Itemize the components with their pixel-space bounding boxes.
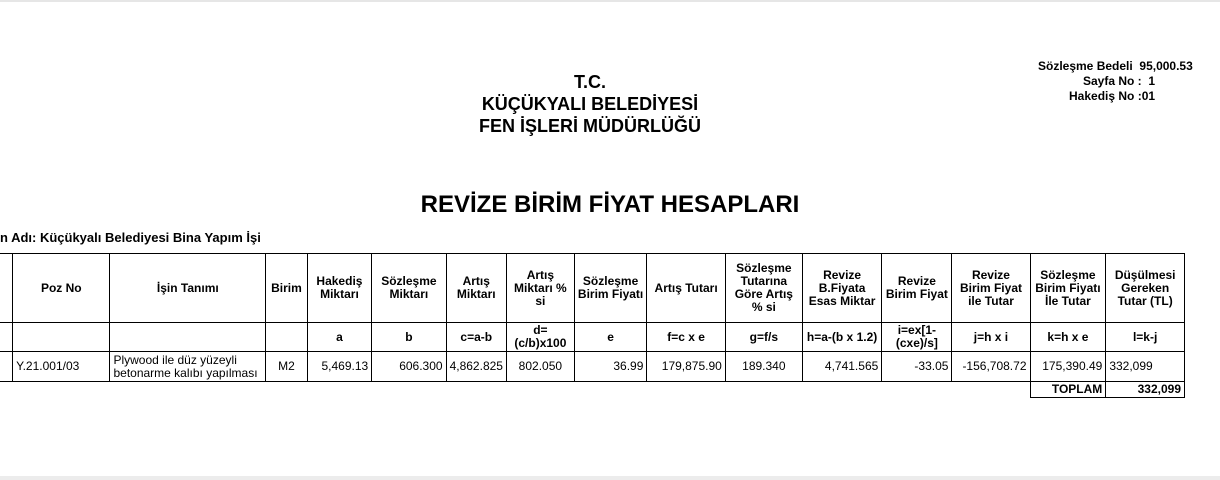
cell-deduction-amount: 332,099 xyxy=(1106,352,1185,382)
cell-no xyxy=(0,352,13,382)
contract-value: 95,000.53 xyxy=(1139,59,1193,73)
col-header-increase-amount: Artış Tutarı xyxy=(647,254,725,323)
total-label: TOPLAM xyxy=(1030,382,1106,398)
formula-cell: f=c x e xyxy=(647,323,725,352)
header-line-2: KÜÇÜKYALI BELEDİYESİ xyxy=(481,94,699,114)
col-header-unit: Birim xyxy=(266,254,307,323)
cell-contract-quantity: 606.300 xyxy=(372,352,446,382)
col-header-increase-quantity: Artış Miktarı xyxy=(446,254,506,323)
col-header-work-description: İşin Tanımı xyxy=(110,254,266,323)
progress-payment-row xyxy=(1020,89,1220,104)
cell-work-description: Plywood ile düz yüzeyli betonarme kalıbı yapılması xyxy=(110,352,266,382)
page-bottom-edge xyxy=(0,476,1220,480)
formula-cell: i=ex[1-(cxe)/s] xyxy=(882,323,952,352)
formula-cell: e xyxy=(574,323,647,352)
cell-revised-base-quantity: 4,741.565 xyxy=(802,352,881,382)
col-header-increase-percent: Artış Miktarı % si xyxy=(506,254,574,323)
cell-increase-percent: 802.050 xyxy=(506,352,574,382)
contract-value-row xyxy=(1020,59,1220,74)
formula-cell: h=a-(b x 1.2) xyxy=(802,323,881,352)
col-header-increase-vs-contract: Sözleşme Tutarına Göre Artış % si xyxy=(725,254,802,323)
cell-poz-no: Y.21.001/03 xyxy=(13,352,110,382)
formula-cell: l=k-j xyxy=(1106,323,1185,352)
formula-cell xyxy=(266,323,307,352)
col-header-deduction-amount: Düşülmesi Gereken Tutar (TL) xyxy=(1106,254,1185,323)
progress-payment-label: Hakediş No : xyxy=(1069,89,1142,103)
page-top-edge xyxy=(0,0,1220,2)
cell-progress-quantity: 5,469.13 xyxy=(307,352,372,382)
col-header-no xyxy=(0,254,13,323)
institution-header xyxy=(420,71,760,137)
formula-cell: g=f/s xyxy=(725,323,802,352)
col-header-revised-amount: Revize Birim Fiyat ile Tutar xyxy=(952,254,1030,323)
progress-payment-number: 01 xyxy=(1141,89,1156,103)
page-number-label: Sayfa No : xyxy=(1083,74,1142,88)
header-row xyxy=(0,254,1185,323)
total-spacer xyxy=(0,382,1030,398)
page-number: 1 xyxy=(1148,74,1156,88)
cell-increase-vs-contract: 189.340 xyxy=(725,352,802,382)
formula-cell: d=(c/b)x100 xyxy=(506,323,574,352)
project-name: n Adı: Küçükyalı Belediyesi Bina Yapım İşi xyxy=(0,230,261,245)
cell-contract-unit-price: 36.99 xyxy=(574,352,647,382)
cell-revised-unit-price: -33.05 xyxy=(882,352,952,382)
formula-cell: c=a-b xyxy=(446,323,506,352)
col-header-contract-amount: Sözleşme Birim Fiyatı İle Tutar xyxy=(1030,254,1106,323)
formula-row xyxy=(0,323,1185,352)
formula-cell xyxy=(13,323,110,352)
unit-price-table xyxy=(0,253,1185,398)
cell-contract-amount: 175,390.49 xyxy=(1030,352,1106,382)
col-header-poz-no: Poz No xyxy=(13,254,110,323)
total-value: 332,099 xyxy=(1106,382,1185,398)
formula-cell: j=h x i xyxy=(952,323,1030,352)
header-line-3: FEN İŞLERİ MÜDÜRLÜĞÜ xyxy=(479,116,701,136)
col-header-contract-unit-price: Sözleşme Birim Fiyatı xyxy=(574,254,647,323)
formula-cell: a xyxy=(307,323,372,352)
col-header-revised-base-quantity: Revize B.Fiyata Esas Miktar xyxy=(802,254,881,323)
cell-increase-amount: 179,875.90 xyxy=(647,352,725,382)
contract-value-label: Sözleşme Bedeli xyxy=(1038,59,1133,73)
page-number-row xyxy=(1020,74,1220,89)
header-line-1: T.C. xyxy=(573,72,606,92)
col-header-revised-unit-price: Revize Birim Fiyat xyxy=(882,254,952,323)
formula-cell xyxy=(110,323,266,352)
cell-unit: M2 xyxy=(266,352,307,382)
table-row xyxy=(0,352,1185,382)
summary-block xyxy=(1020,59,1220,104)
formula-cell xyxy=(0,323,13,352)
formula-cell: k=h x e xyxy=(1030,323,1106,352)
page-title-text: REVİZE BİRİM FİYAT HESAPLARI xyxy=(420,191,800,218)
page-title xyxy=(0,191,1220,219)
cell-increase-quantity: 4,862.825 xyxy=(446,352,506,382)
total-row xyxy=(0,382,1185,398)
col-header-contract-quantity: Sözleşme Miktarı xyxy=(372,254,446,323)
cell-revised-amount: -156,708.72 xyxy=(952,352,1030,382)
formula-cell: b xyxy=(372,323,446,352)
col-header-progress-quantity: Hakediş Miktarı xyxy=(307,254,372,323)
